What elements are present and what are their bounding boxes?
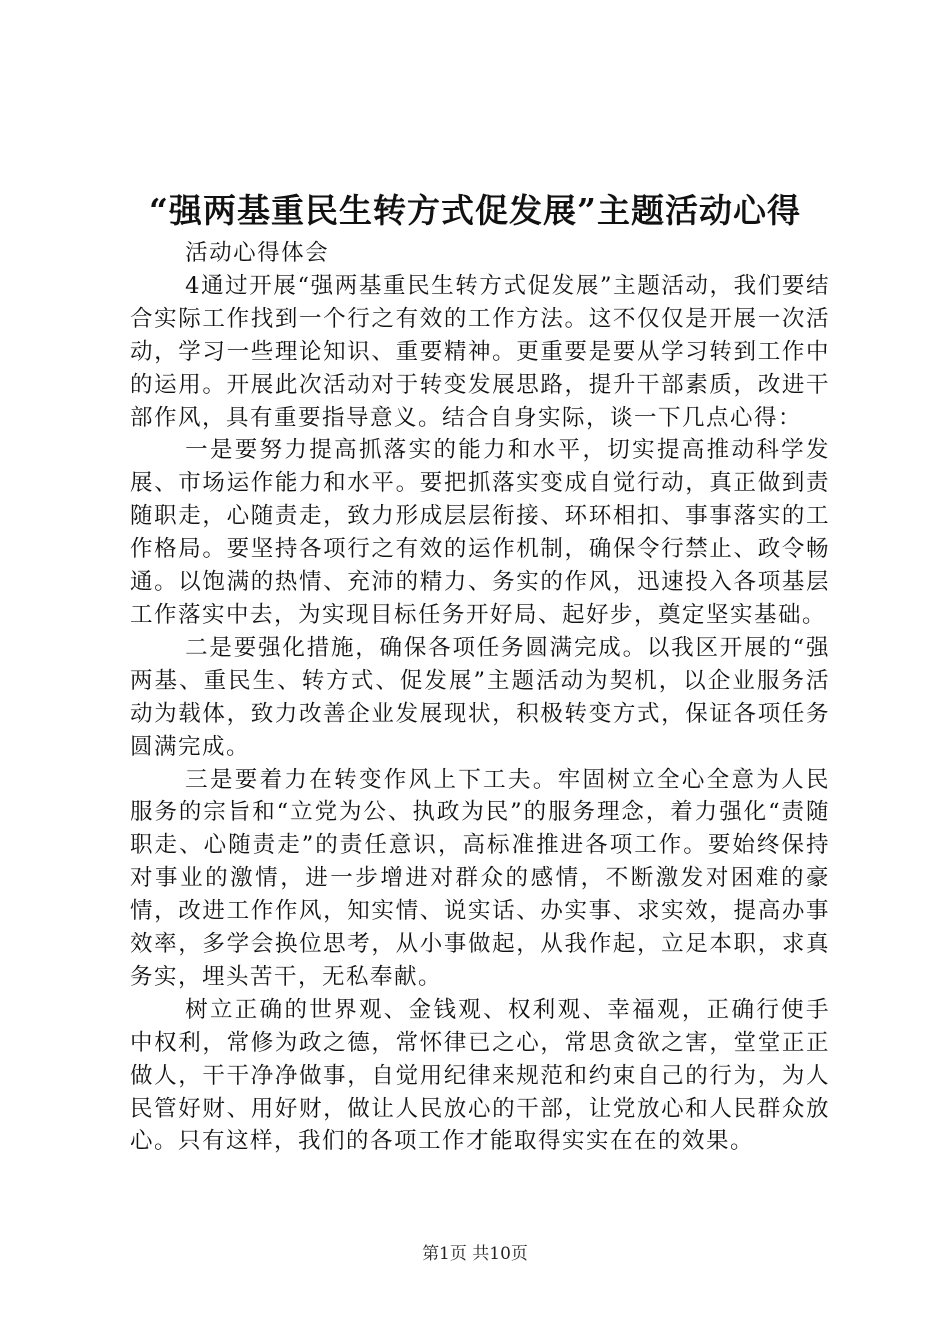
document-title: “强两基重民生转方式促发展”主题活动心得 (149, 191, 801, 230)
page-number: 第1页 共10页 (422, 1244, 528, 1264)
document-subtitle: 活动心得体会 (185, 240, 330, 266)
paragraph-point-three: 三是要着力在转变作风上下工夫。牢固树立全心全意为人民服务的宗旨和“立党为公、执政为民”的服务理念，着力强化“责随职走、心随责走”的责任意识，高标准推进各项工作。要始终保持对事业的激情，进一步增进对群众的感情，不断激发对困难的豪情，改进工作作风，知实情、说实话、办实事、求实效，提高办事效率，多学会换位思考，从小事做起，从我作起，立足本职，求真务实，埋头苦干，无私奉献。 (130, 766, 830, 990)
paragraph-intro: 4通过开展“强两基重民生转方式促发展”主题活动，我们要结合实际工作找到一个行之有效的工作方法。这不仅仅是开展一次活动，学习一些理论知识、重要精神。更重要是要从学习转到工作中的运用。开展此次活动对于转变发展思路，提升干部素质，改进干部作风，具有重要指导意义。结合自身实际，谈一下几点心得： (130, 272, 830, 431)
paragraph-point-two: 二是要强化措施，确保各项任务圆满完成。以我区开展的“强两基、重民生、转方式、促发展”主题活动为契机，以企业服务活动为载体，致力改善企业发展现状，积极转变方式，保证各项任务圆满完成。 (130, 634, 830, 760)
paragraph-conclusion: 树立正确的世界观、金钱观、权利观、幸福观，正确行使手中权利，常修为政之德，常怀律已之心，常思贪欲之害，堂堂正正做人，干干净净做事，自觉用纪律来规范和约束自己的行为，为人民管好财、用好财，做让人民放心的干部，让党放心和人民群众放心。只有这样，我们的各项工作才能取得实实在在的效果。 (130, 996, 830, 1155)
paragraph-point-one: 一是要努力提高抓落实的能力和水平，切实提高推动科学发展、市场运作能力和水平。要把抓落实变成自觉行动，真正做到责随职走，心随责走，致力形成层层衔接、环环相扣、事事落实的工作格局。要坚持各项行之有效的运作机制，确保令行禁止、政令畅通。以饱满的热情、充沛的精力、务实的作风，迅速投入各项基层工作落实中去，为实现目标任务开好局、起好步，奠定坚实基础。 (130, 437, 830, 628)
document-body (130, 237, 830, 1158)
